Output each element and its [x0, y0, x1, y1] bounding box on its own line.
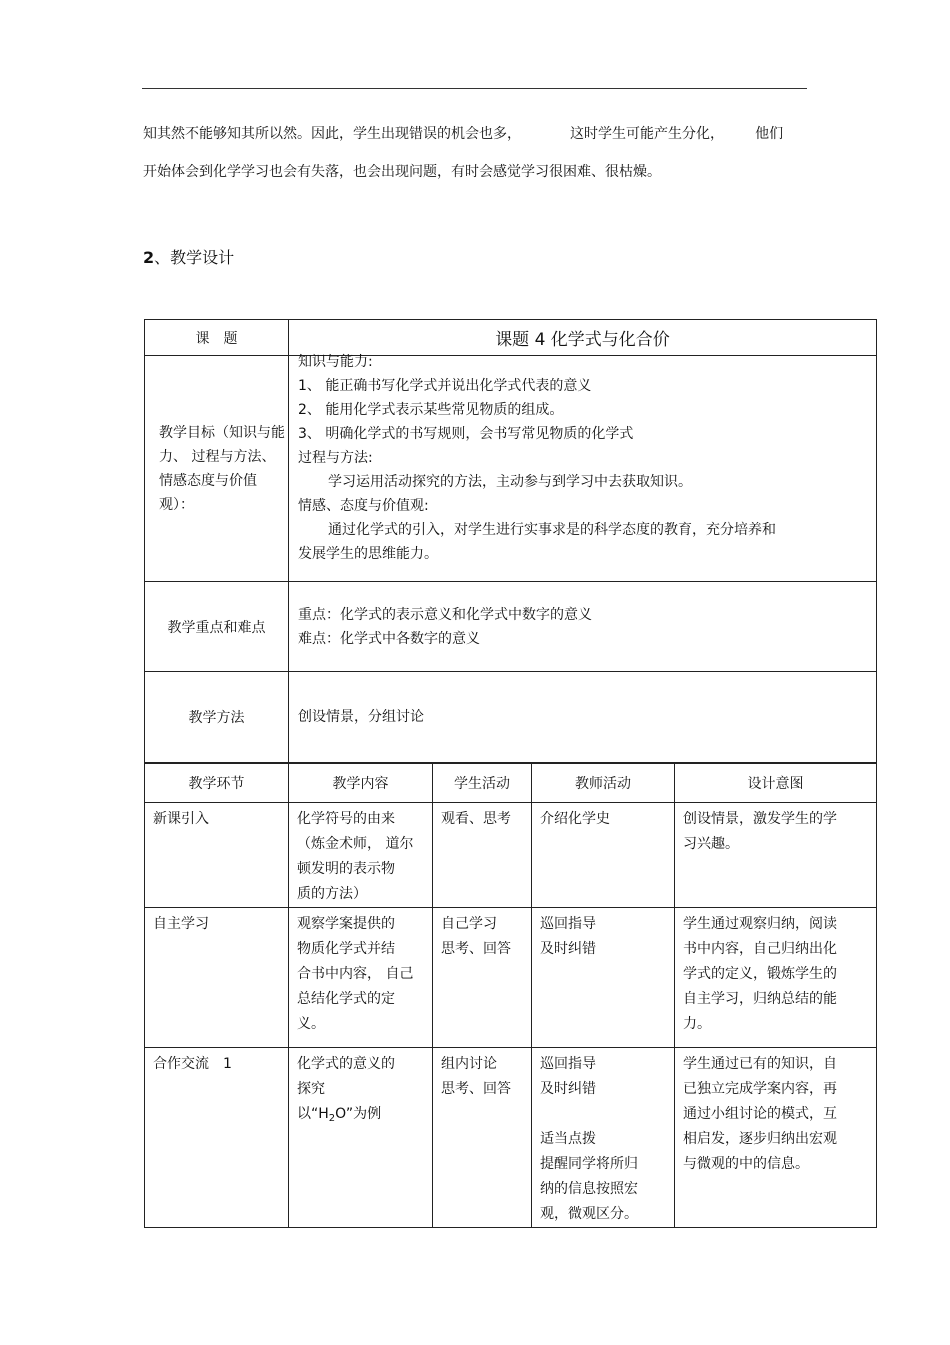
row-intent	[675, 1048, 877, 1228]
method-value: 创设情景，分组讨论	[289, 672, 877, 763]
table-row	[145, 1048, 877, 1228]
process-table	[144, 762, 877, 1228]
key-point: 重点：化学式的表示意义和化学式中数字的意义	[298, 606, 592, 623]
row-teacher-line: 巡回指导	[540, 916, 596, 932]
row-stage: 合作交流 1	[145, 1048, 289, 1228]
h2o-prefix: 以“H	[297, 1106, 329, 1122]
row-student	[433, 803, 532, 908]
goals-label: 教学目标（知识与能力、 过程与方法、情感态度与价值观）：	[145, 356, 289, 582]
row-teacher-line: 及时纠错	[540, 941, 596, 957]
row-teacher-line: 适当点拨	[540, 1131, 596, 1147]
key-content	[289, 582, 877, 672]
row-student	[433, 1048, 532, 1228]
row-content-line: 质的方法）	[297, 886, 367, 902]
row-student-line: 组内讨论	[441, 1056, 497, 1072]
row-content	[289, 1048, 433, 1228]
key-label: 教学重点和难点	[145, 582, 289, 672]
row-intent-line: 力。	[683, 1016, 711, 1032]
header-intent: 设计意图	[675, 763, 877, 803]
row-stage: 新课引入	[145, 803, 289, 908]
row-teacher-line: 观，微观区分。	[540, 1206, 638, 1222]
row-content-line: 化学符号的由来	[297, 811, 395, 827]
intro-line-1: 知其然不能够知其所以然。因此，学生出现错误的机会也多， 这时学生可能产生分化， 他们	[143, 126, 784, 142]
row-teacher	[532, 1048, 675, 1228]
header-student: 学生活动	[433, 763, 532, 803]
method-label: 教学方法	[145, 672, 289, 763]
row-content-line: 总结化学式的定	[297, 991, 395, 1007]
row-intent-line: 创设情景，激发学生的学	[683, 811, 837, 827]
row-content-line: 物质化学式并结	[297, 941, 395, 957]
row-content-line: 探究	[297, 1081, 325, 1097]
row-teacher-line: 提醒同学将所归	[540, 1156, 638, 1172]
row-intent	[675, 803, 877, 908]
row-intent-line: 与微观的中的信息。	[683, 1156, 809, 1172]
topic-value: 课题 4 化学式与化合价	[289, 320, 877, 356]
row-intent-line: 书中内容，自己归纳出化	[683, 941, 837, 957]
row-intent-line: 学生通过已有的知识，自	[683, 1056, 837, 1072]
row-teacher-line: 巡回指导	[540, 1056, 596, 1072]
section-title: 、教学设计	[154, 248, 235, 267]
row-stage: 自主学习	[145, 908, 289, 1048]
row-teacher-line: 及时纠错	[540, 1081, 596, 1097]
row-content	[289, 908, 433, 1048]
row-teacher	[532, 803, 675, 908]
goals-emotion-1: 通过化学式的引入，对学生进行实事求是的科学态度的教育，充分培养和	[328, 522, 776, 538]
row-content-example	[297, 1102, 424, 1127]
header-teacher: 教师活动	[532, 763, 675, 803]
goals-process-title: 过程与方法:	[298, 450, 373, 466]
row-intent-line: 学生通过观察归纳，阅读	[683, 916, 837, 932]
goals-knowledge-3: 3、 明确化学式的书写规则，会书写常见物质的化学式	[298, 426, 634, 442]
goals-knowledge-title: 知识与能力:	[298, 354, 373, 370]
goals-emotion-2: 发展学生的思维能力。	[298, 546, 438, 562]
row-teacher	[532, 908, 675, 1048]
goals-knowledge-1: 1、 能正确书写化学式并说出化学式代表的意义	[298, 378, 592, 394]
row-student-line: 思考、回答	[441, 941, 511, 957]
row-content-line: 合书中内容， 自己	[297, 966, 414, 982]
overview-table	[144, 319, 877, 763]
row-intent	[675, 908, 877, 1048]
row-teacher-line: 纳的信息按照宏	[540, 1181, 638, 1197]
header-stage: 教学环节	[145, 763, 289, 803]
row-content-line: 化学式的意义的	[297, 1056, 395, 1072]
row-student-line: 观看、思考	[441, 811, 511, 827]
row-student	[433, 908, 532, 1048]
row-intent-line: 自主学习，归纳总结的能	[683, 991, 837, 1007]
row-intent-line: 相启发，逐步归纳出宏观	[683, 1131, 837, 1147]
row-intent-line: 习兴趣。	[683, 836, 739, 852]
row-intent-line: 通过小组讨论的模式，互	[683, 1106, 837, 1122]
row-student-line: 自己学习	[441, 916, 497, 932]
table-row	[145, 803, 877, 908]
process-header-row	[145, 763, 877, 803]
table-row	[145, 908, 877, 1048]
row-student-line: 思考、回答	[441, 1081, 511, 1097]
section-heading	[143, 245, 234, 268]
row-content	[289, 803, 433, 908]
row-intent-line: 学式的定义，锻炼学生的	[683, 966, 837, 982]
goals-emotion-title: 情感、态度与价值观:	[298, 498, 429, 514]
header-rule	[142, 88, 807, 89]
h2o-suffix: O”为例	[335, 1106, 382, 1122]
row-teacher-line: 介绍化学史	[540, 811, 610, 827]
row-teacher-line	[540, 1102, 666, 1127]
row-content-line: 义。	[297, 1016, 325, 1032]
difficulty-point: 难点：化学式中各数字的意义	[298, 630, 480, 647]
topic-label: 课 题	[145, 320, 289, 356]
row-content-line: 观察学案提供的	[297, 916, 395, 932]
row-content-line: 顿发明的表示物	[297, 861, 395, 877]
row-content-line: （炼金术师， 道尔	[297, 836, 414, 852]
goals-content	[289, 356, 877, 582]
row-intent-line: 已独立完成学案内容，再	[683, 1081, 837, 1097]
intro-line-2: 开始体会到化学学习也会有失落，也会出现问题，有时会感觉学习很困难、很枯燥。	[143, 164, 661, 180]
h2o-subscript: 2	[328, 1113, 336, 1124]
header-content: 教学内容	[289, 763, 433, 803]
goals-knowledge-2: 2、 能用化学式表示某些常见物质的组成。	[298, 402, 564, 418]
section-number: 2	[143, 248, 155, 267]
goals-process-1: 学习运用活动探究的方法，主动参与到学习中去获取知识。	[328, 474, 692, 490]
